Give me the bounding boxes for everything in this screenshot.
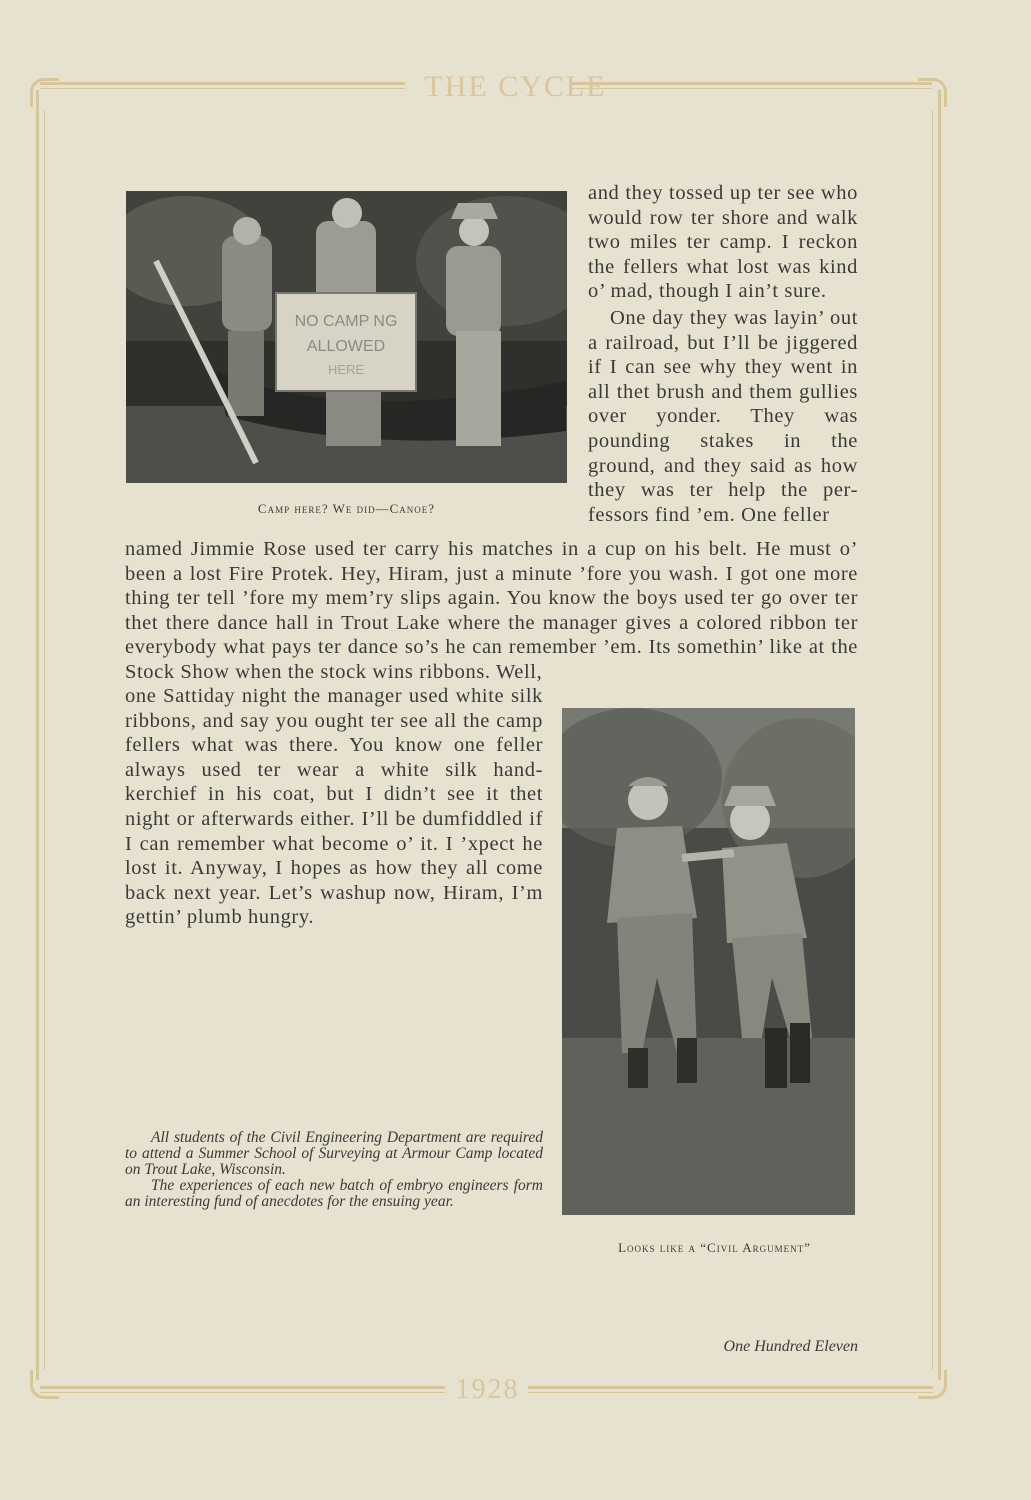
page-number: One Hundred Eleven [723,1338,858,1355]
note-paragraph-1: All students of the Civil Engineering Department are required to attend a Summer School of Surveying at Armour Camp located on Trout Lake, Wisconsin. [125,1129,543,1178]
photo-civil-argument-illustration [562,708,855,1215]
body-col1-paragraph-2: One day they was layin’ out a railroad, but I’ll be jiggered if I can see why they went in all thet brush and them gullies over yonder. They was pounding stakes in the ground, and they said as how they was ter help the per-fessors find ’em. One feller [588,306,858,526]
body-column-1 [588,181,858,527]
frame-right-line [938,90,941,1380]
body-full-width [125,537,858,685]
footer-year: 1928 [455,1374,520,1405]
department-note [125,1130,543,1210]
photo-camp-canoe [126,191,567,483]
body-col1-paragraph-1: and they tossed up ter see who would row ter shore and walk two miles ter camp. I reckon the fellers what lost was kind o’ mad, though I ain’t sure. [588,182,858,303]
caption-bottom-photo: Looks like a “Civil Argument” [618,1240,811,1255]
frame-left-line-2 [44,110,45,1370]
body-col2-paragraph: one Sattiday night the manager used white silk ribbons, and say you ought ter see all the camp fellers what was there. You know one feller always used ter wear a white silk hand-kerchief in his coat, but I didn’t see it thet night or afterwards either. I’ll be dumfiddled if I can remember what become o’ it. I ’xpect he lost it. Anyway, I hopes as how they all come back next year. Let’s washup now, Hiram, I’m gettin’ plumb hungry. [125,685,543,929]
frame-right-line-2 [932,110,933,1370]
header-title: THE CYCLE [424,70,607,103]
note-paragraph-2: The experiences of each new batch of embryo engineers form an interesting fund of anecdotes for the ensuing year. [125,1177,543,1210]
caption-top-photo: Camp here? We did—Canoe? [257,501,436,516]
body-full-paragraph: named Jimmie Rose used ter carry his matches in a cup on his belt. He must o’ been a lost Fire Protek. Hey, Hiram, just a minute ’fore you wash. I got one more thing ter tell ’fore my mem’ry slips again. You know the boys used ter go over ter thet there dance hall in Trout Lake where the manager gives a colored ribbon ter everybody what pays ter dance so’s he can remember ’em. Its somethin’ like at the Stock Show when the stock wins ribbons. Well, [125,538,858,683]
sign-line-3: HERE [327,362,365,377]
photo-camp-canoe-illustration [126,191,567,483]
sign-line-1: NO CAMP NG [294,313,398,330]
sign-line-2: ALLOWED [306,338,386,355]
body-column-2 [125,684,543,930]
frame-left-line [36,90,39,1380]
photo-civil-argument [562,708,855,1215]
